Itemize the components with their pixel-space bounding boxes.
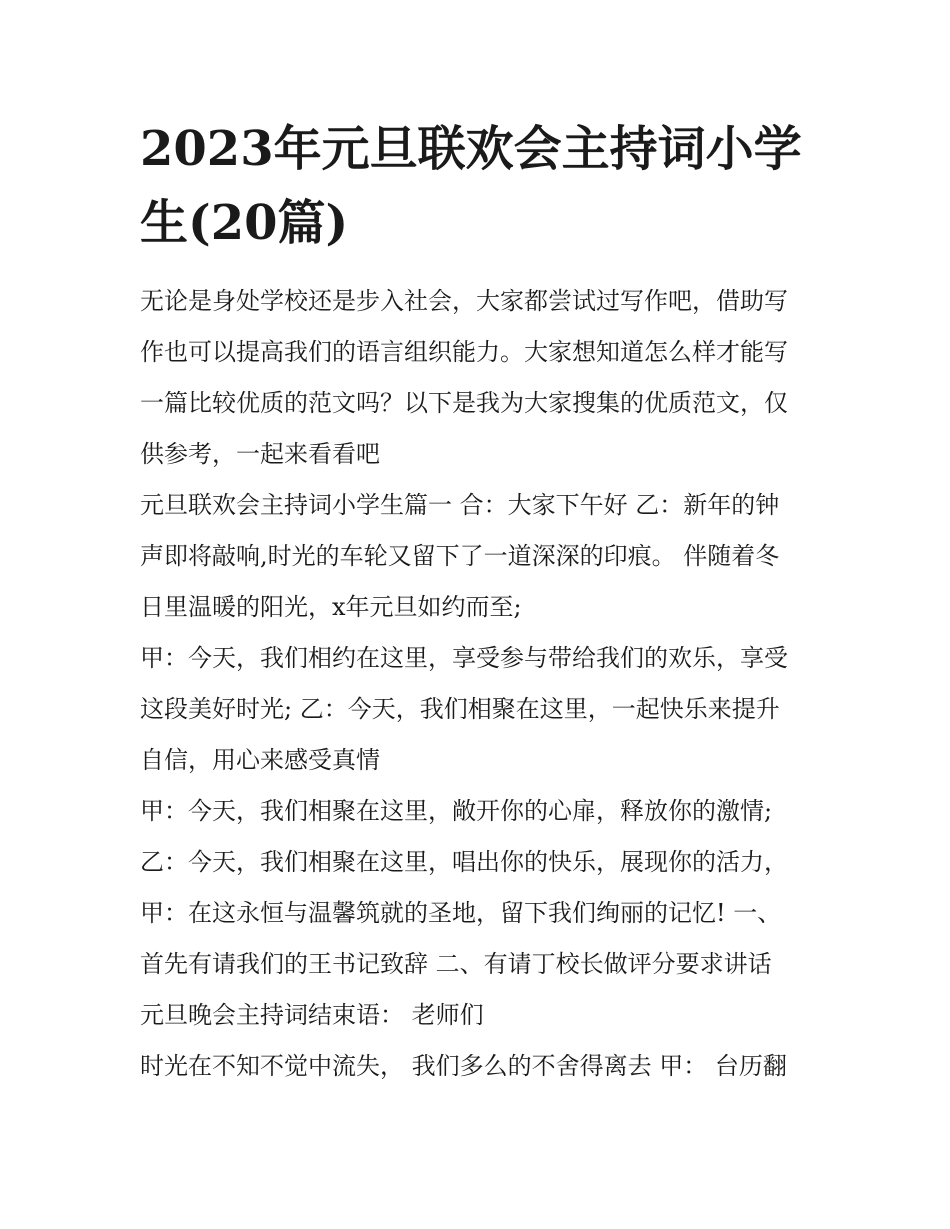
body-line: 声即将敲响,时光的车轮又留下了一道深深的印痕。 伴随着冬 [140, 542, 780, 570]
body-line: 日里温暖的阳光，x年元旦如约而至; [140, 593, 522, 621]
document-body [140, 276, 820, 1092]
body-line: 元旦联欢会主持词小学生篇一 合：大家下午好 乙：新年的钟 [140, 491, 780, 519]
title-line-2: 生(20篇) [140, 195, 349, 251]
body-line: 甲：今天，我们相聚在这里，敞开你的心扉，释放你的激情; [140, 797, 773, 825]
body-line: 甲：今天，我们相约在这里，享受参与带给我们的欢乐，享受 [140, 644, 788, 672]
body-line: 供参考，一起来看看吧 [140, 440, 380, 468]
body-line: 首先有请我们的王书记致辞 二、有请丁校长做评分要求讲话 [140, 950, 772, 978]
body-line: 时光在不知不觉中流失， 我们多么的不舍得离去 甲： 台历翻 [140, 1052, 787, 1080]
body-line: 一篇比较优质的范文吗？以下是我为大家搜集的优质范文，仅 [140, 389, 788, 417]
body-line: 元旦晚会主持词结束语： 老师们 [140, 1001, 484, 1029]
document-title [140, 112, 820, 260]
title-line-1: 2023年元旦联欢会主持词小学 [140, 121, 802, 177]
body-line: 乙：今天，我们相聚在这里，唱出你的快乐，展现你的活力， [140, 848, 788, 876]
body-line: 作也可以提高我们的语言组织能力。大家想知道怎么样才能写 [140, 338, 788, 366]
body-line: 无论是身处学校还是步入社会，大家都尝试过写作吧，借助写 [140, 287, 788, 315]
body-line: 甲：在这永恒与温馨筑就的圣地，留下我们绚丽的记忆! 一、 [140, 899, 782, 927]
body-line: 自信，用心来感受真情 [140, 746, 380, 774]
body-line: 这段美好时光; 乙：今天，我们相聚在这里，一起快乐来提升 [140, 695, 780, 723]
